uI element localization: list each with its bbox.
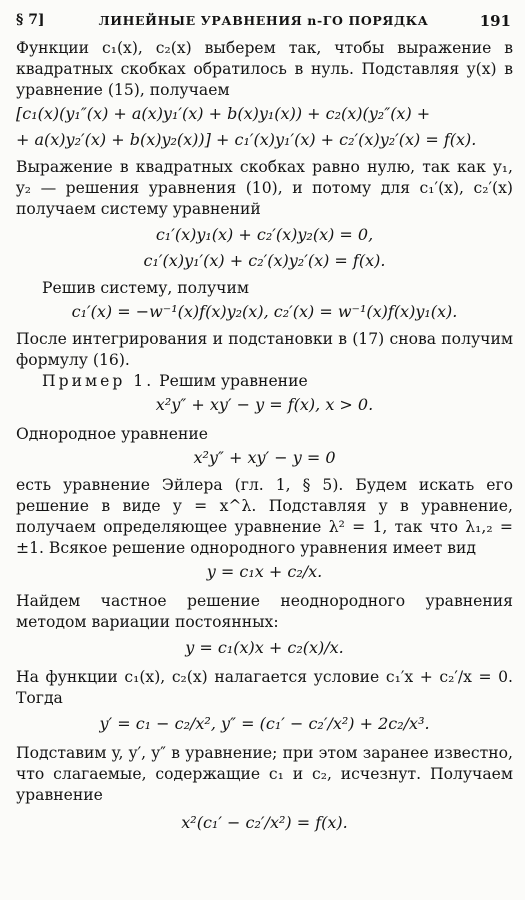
equation-2a: c₁′(x)y₁(x) + c₂′(x)y₂(x) = 0,	[155, 225, 374, 244]
paragraph-1: Функции c₁(x), c₂(x) выберем так, чтобы выражение в квадратных скобках обратилось в нуль. Подставляя y(x) в уравнение (15), получаем	[16, 39, 513, 99]
paragraph-2: Выражение в квадратных скобках равно нулю, так как y₁, y₂ — решения уравнения (10), и потому для c₁′(x), c₂′(x) получаем систему уравнений	[16, 158, 513, 218]
equation-7: y = c₁(x)x + c₂(x)/x.	[185, 638, 344, 657]
equation-4: x²y″ + xy′ − y = f(x), x > 0.	[155, 395, 374, 414]
equation-1b: + a(x)y₂′(x) + b(x)y₂(x))] + c₁′(x)y₁′(x) + c₂′(x)y₂′(x) = f(x).	[16, 130, 477, 149]
paragraph-7: Найдем частное решение неоднородного уравнения методом вариации постоянных:	[16, 592, 513, 631]
equation-9: x²(c₁′ − c₂′/x²) = f(x).	[181, 813, 348, 832]
page-body	[16, 38, 513, 836]
section-number: § 7]	[16, 12, 45, 28]
paragraph-5: Однородное уравнение	[16, 425, 208, 443]
page-header	[16, 8, 511, 32]
equation-2b: c₁′(x)y₁′(x) + c₂′(x)y₂′(x) = f(x).	[143, 251, 386, 270]
running-title: ЛИНЕЙНЫЕ УРАВНЕНИЯ n-ГО ПОРЯДКА	[98, 13, 429, 28]
equation-8: y′ = c₁ − c₂/x², y″ = (c₁′ − c₂′/x²) + 2c₂/x³.	[99, 714, 430, 733]
equation-1a: [c₁(x)(y₁″(x) + a(x)y₁′(x) + b(x)y₁(x)) + c₂(x)(y₂″(x) +	[16, 104, 431, 123]
paragraph-4: После интегрирования и подстановки в (17) снова получим формулу (16).	[16, 330, 513, 369]
equation-3: c₁′(x) = −w⁻¹(x)f(x)y₂(x), c₂′(x) = w⁻¹(x)f(x)y₁(x).	[71, 302, 458, 321]
equation-5: x²y″ + xy′ − y = 0	[193, 448, 336, 467]
example-text: Решим уравнение	[159, 372, 308, 390]
example-label: Пример 1.	[42, 372, 155, 390]
paragraph-8: На функции c₁(x), c₂(x) налагается условие c₁′x + c₂′/x = 0. Тогда	[16, 668, 513, 707]
page-number: 191	[479, 12, 511, 30]
paragraph-6: есть уравнение Эйлера (гл. 1, § 5). Будем искать его решение в виде y = x^λ. Подставляя y в уравнение, получаем определяющее уравнение λ² = 1, так что λ₁,₂ = ±1. Всякое решение однородного уравнения имеет вид	[16, 476, 513, 557]
equation-6: y = c₁x + c₂/x.	[206, 562, 323, 581]
example-heading	[16, 371, 513, 392]
paragraph-9: Подставим y, y′, y″ в уравнение; при этом заранее известно, что слагаемые, содержащие c₁ и c₂, исчезнут. Получаем уравнение	[16, 744, 513, 804]
paragraph-3: Решив систему, получим	[42, 279, 249, 297]
